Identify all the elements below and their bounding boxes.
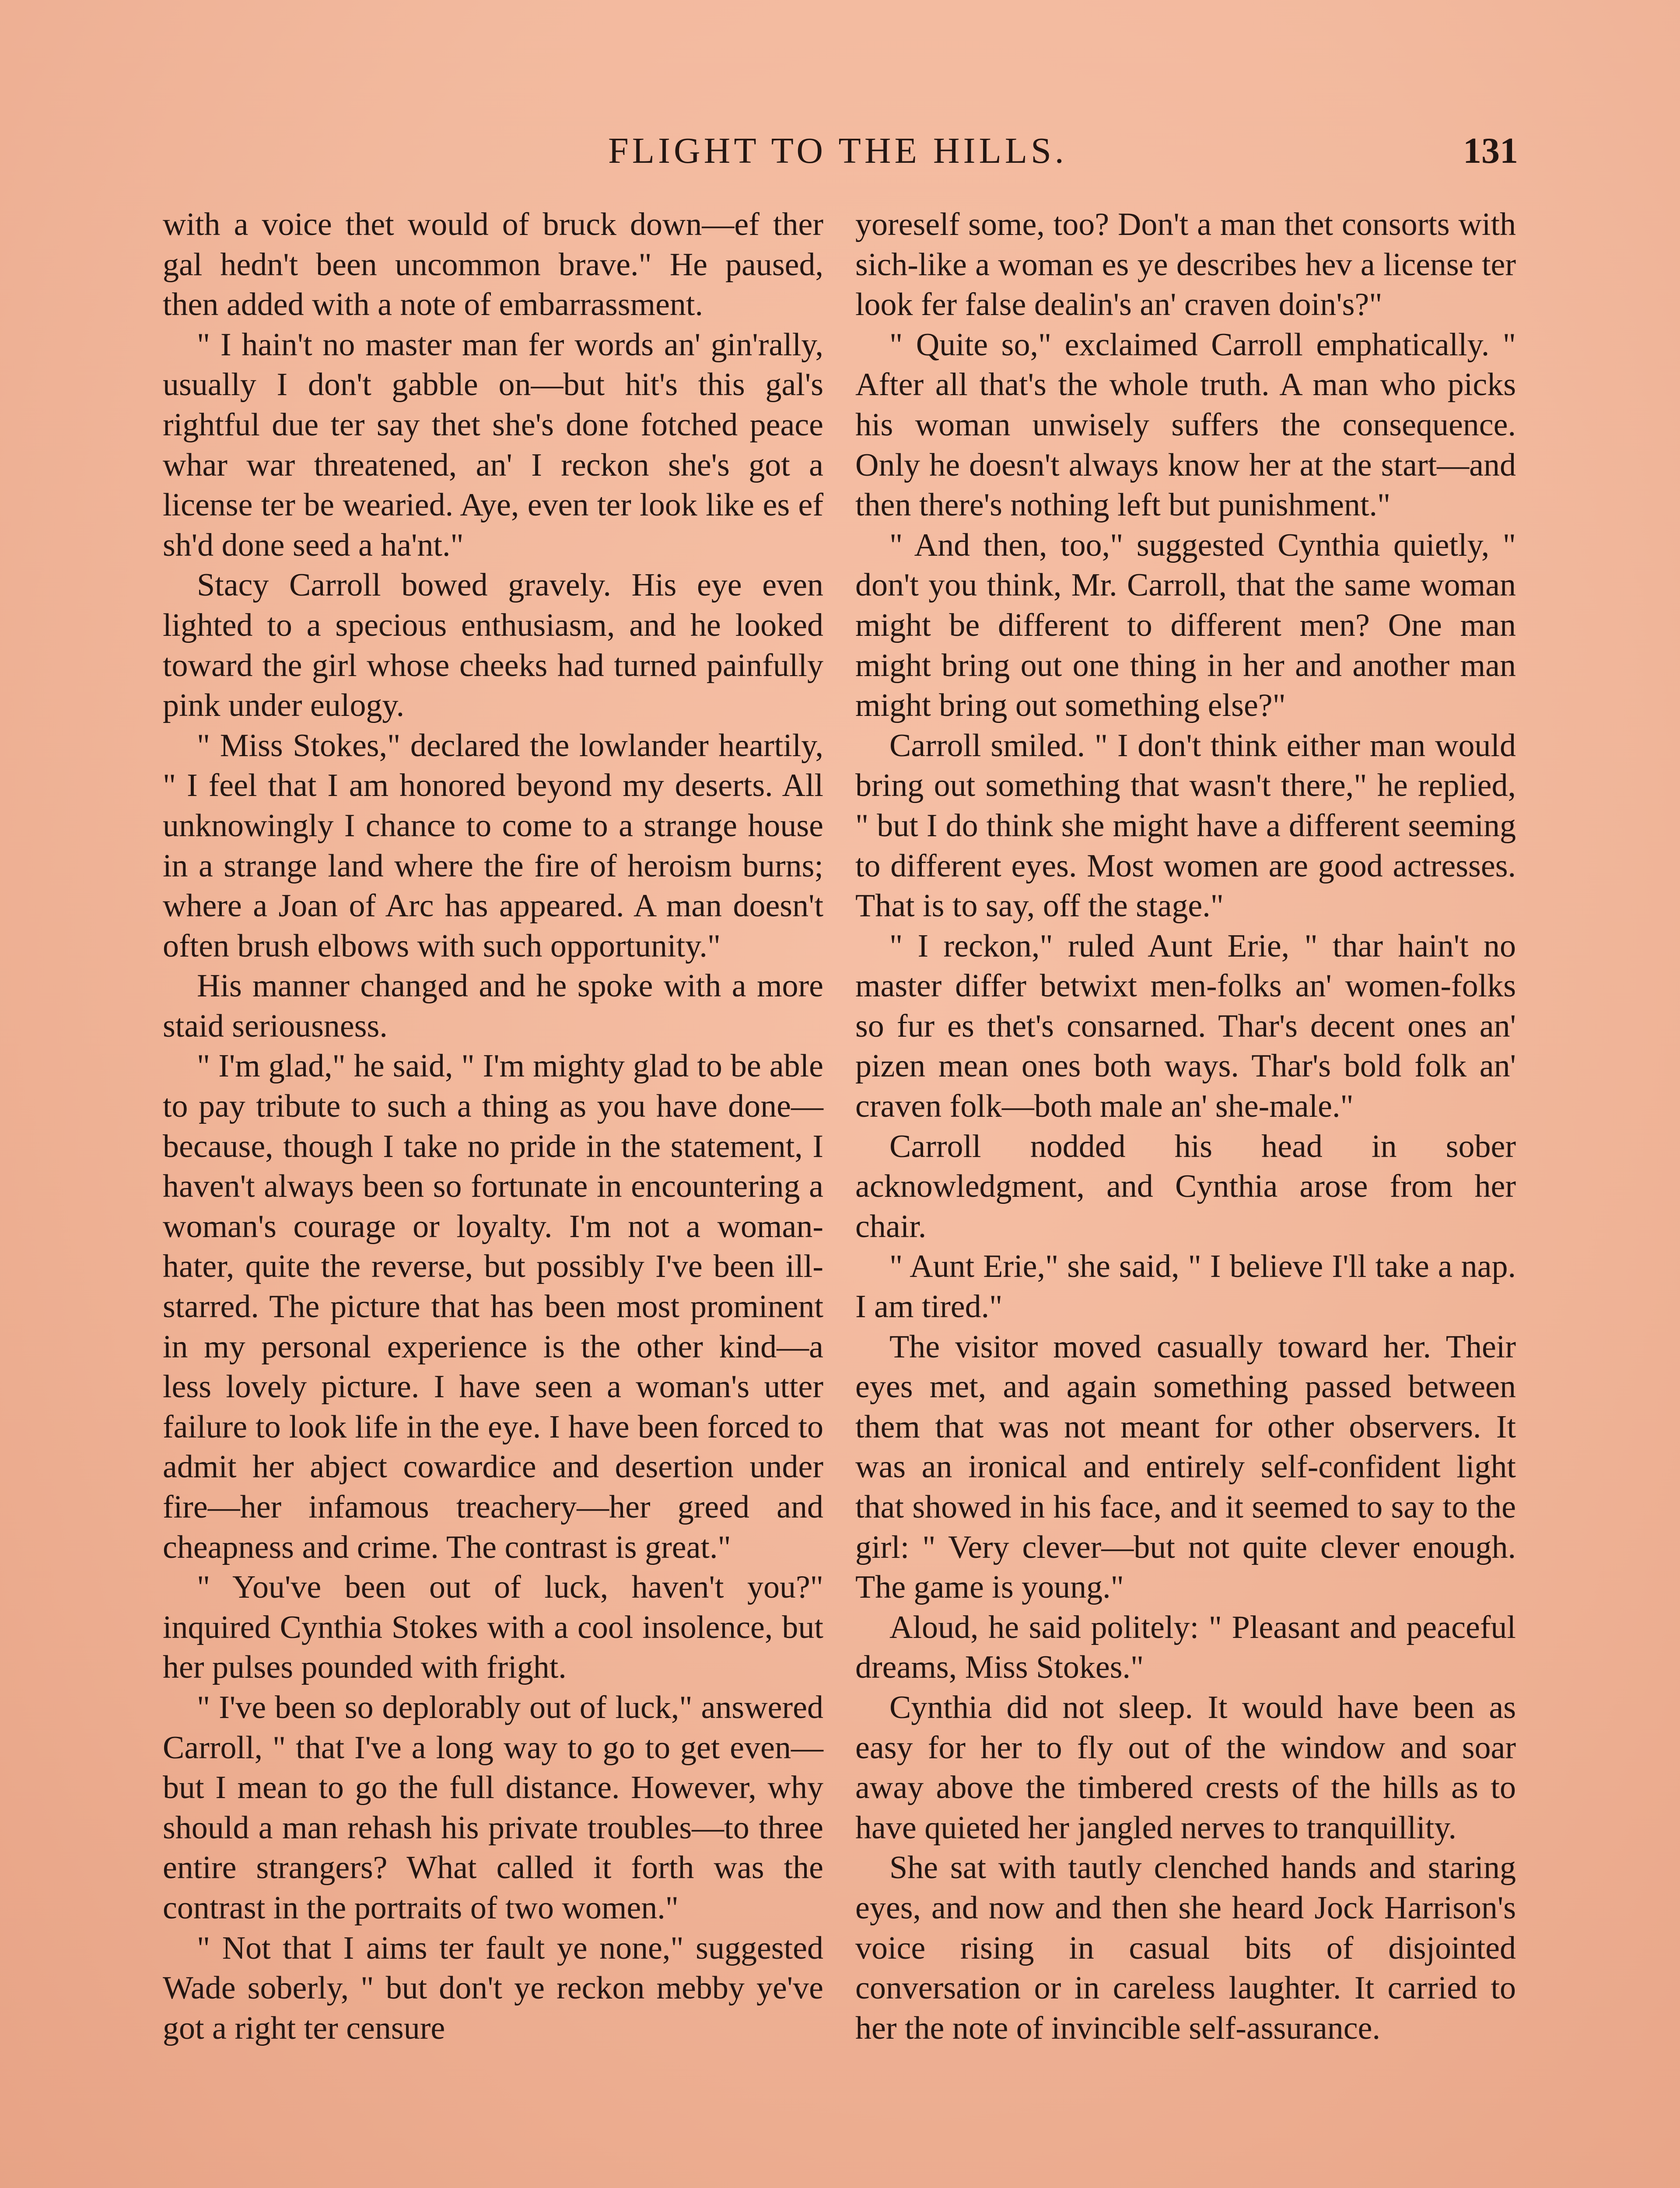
paragraph: " I'm glad," he said, " I'm mighty glad to be able to pay tribute to such a thing as you have done—because, though I take no pride in the statement, I haven't always been so fortunate in encountering a woman's courage or loyalty. I'm not a woman-hater, quite the reverse, but possibly I've been ill-starred. The picture that has been most prominent in my personal experience is the other kind—a less lovely picture. I have seen a woman's utter failure to look life in the eye. I have been forced to admit her abject cowardice and desertion under fire—her infamous treachery—her greed and cheapness and crime. The contrast is great." xyxy=(163,1048,823,1565)
paragraph: " Not that I aims ter fault ye none," suggested Wade soberly, " but don't ye reckon mebby ye've got a right ter censure xyxy=(163,1930,823,2046)
paragraph: Stacy Carroll bowed gravely. His eye even lighted to a specious enthusiasm, and he looked toward the girl whose cheeks had turned painfully pink under eulogy. xyxy=(163,567,823,724)
paragraph: Cynthia did not sleep. It would have been as easy for her to fly out of the window and soar away above the timbered crests of the hills as to have quieted her jangled nerves to tranquillity. xyxy=(855,1689,1516,1846)
paragraph: " I've been so deplorably out of luck," answered Carroll, " that I've a long way to go to get even—but I mean to go the full distance. However, why should a man rehash his private troubles—to three entire strangers? What called it forth was the contrast in the portraits of two women." xyxy=(163,1689,823,1926)
paragraph: She sat with tautly clenched hands and staring eyes, and now and then she heard Jock Harrison's voice rising in casual bits of disjointed conversation or in careless laughter. It carried to her the note of invincible self-assurance. xyxy=(855,1850,1516,2046)
paragraph: " Miss Stokes," declared the lowlander heartily, " I feel that I am honored beyond my deserts. All unknowingly I chance to come to a strange house in a strange land where the fire of heroism burns; where a Joan of Arc has appeared. A man doesn't often brush elbows with such opportunity." xyxy=(163,727,823,964)
paragraph: " You've been out of luck, haven't you?" inquired Cynthia Stokes with a cool insolence, but her pulses pounded with fright. xyxy=(163,1569,823,1686)
paragraph: " I reckon," ruled Aunt Erie, " thar hain't no master differ betwixt men-folks an' women-folks so fur es thet's consarned. Thar's decent ones an' pizen mean ones both ways. Thar's bold folk an' craven folk—both male an' she-male." xyxy=(855,928,1516,1125)
paragraph: Carroll smiled. " I don't think either man would bring out something that wasn't there," he replied, " but I do think she might have a different seeming to different eyes. Most women are good actresses. That is to say, off the stage." xyxy=(855,727,1516,924)
paragraph: " Aunt Erie," she said, " I believe I'll take a nap. I am tired." xyxy=(855,1248,1516,1325)
page-header xyxy=(0,127,1680,175)
paragraph: " I hain't no master man fer words an' gin'rally, usually I don't gabble on—but hit's this gal's rightful due ter say thet she's done fotched peace whar war threatened, an' I reckon she's got a license ter be wearied. Aye, even ter look like es ef sh'd done seed a ha'nt." xyxy=(163,326,823,563)
paragraph: Carroll nodded his head in sober acknowledgment, and Cynthia arose from her chair. xyxy=(855,1128,1516,1245)
paragraph: with a voice thet would of bruck down—ef ther gal hedn't been uncommon brave." He paused, then added with a note of embarrassment. xyxy=(163,207,823,323)
left-column xyxy=(163,205,823,2048)
paragraph: yoreself some, too? Don't a man thet consorts with sich-like a woman es ye describes hev a license ter look fer false dealin's an' craven doin's?" xyxy=(855,207,1516,323)
page-number: 131 xyxy=(1463,130,1518,171)
paragraph: His manner changed and he spoke with a more staid seriousness. xyxy=(163,968,823,1044)
paragraph: " And then, too," suggested Cynthia quietly, " don't you think, Mr. Carroll, that the same woman might be different to different men? One man might bring out one thing in her and another man might bring out something else?" xyxy=(855,527,1516,724)
paragraph: The visitor moved casually toward her. Their eyes met, and again something passed between them that was not meant for other observers. It was an ironical and entirely self-confident light that showed in his face, and it seemed to say to the girl: " Very clever—but not quite clever enough. The game is young." xyxy=(855,1329,1516,1606)
running-head: FLIGHT TO THE HILLS. xyxy=(608,130,1068,171)
paragraph: " Quite so," exclaimed Carroll emphatically. " After all that's the whole truth. A man who picks his woman unwisely suffers the consequence. Only he doesn't always know her at the start—and then there's nothing left but punishment." xyxy=(855,326,1516,523)
right-column xyxy=(855,205,1516,2048)
paragraph: Aloud, he said politely: " Pleasant and peaceful dreams, Miss Stokes." xyxy=(855,1609,1516,1686)
